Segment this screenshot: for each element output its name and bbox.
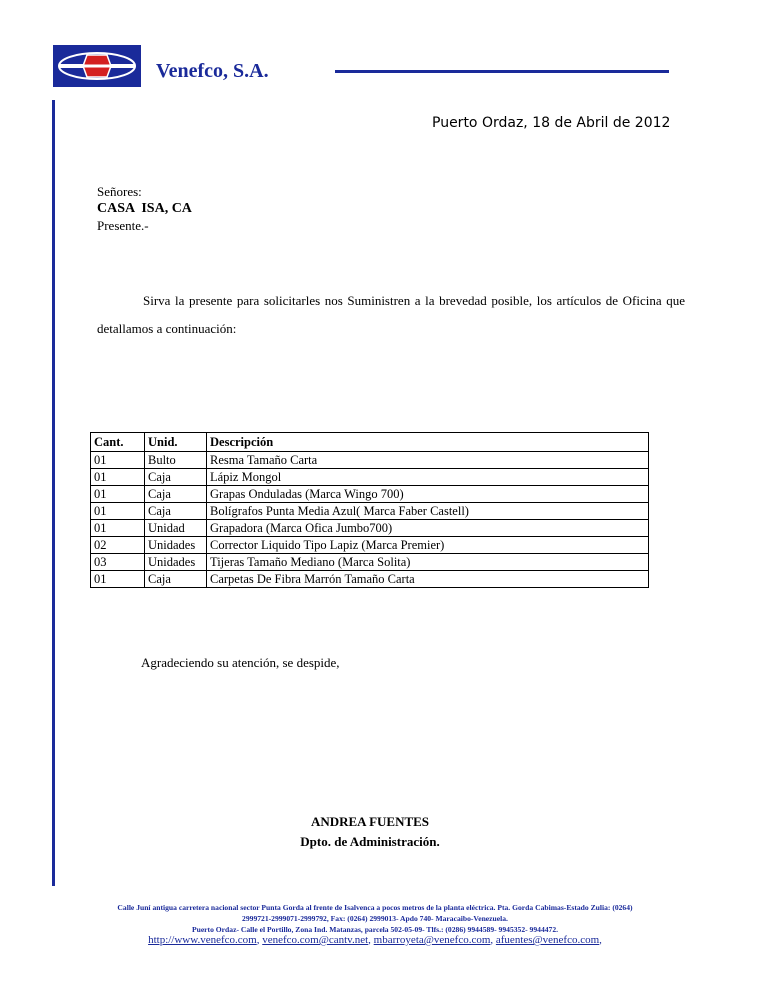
email-link-afuentes[interactable]: afuentes@venefco.com: [495, 934, 600, 946]
footer-line-2: 2999721-2999071-2999792, Fax: (0264) 2999013- Apdo 740- Maracaibo-Venezuela.: [242, 914, 508, 923]
table-row: [91, 571, 649, 588]
cell-cant: 01: [91, 452, 145, 469]
cell-descripcion: Corrector Liquido Tipo Lapiz (Marca Premier): [207, 537, 649, 554]
table-row: [91, 452, 649, 469]
table-row: [91, 537, 649, 554]
signatory-department: Dpto. de Administración.: [300, 834, 440, 849]
cell-cant: 03: [91, 554, 145, 571]
cell-unid: Caja: [145, 486, 207, 503]
header-divider: [335, 70, 669, 73]
cell-unid: Unidades: [145, 537, 207, 554]
recipient: CASA ISA, CA: [97, 201, 192, 216]
cell-cant: 01: [91, 520, 145, 537]
footer-line-3: Puerto Ordaz- Calle el Portillo, Zona Ind. Matanzas, parcela 502-05-09- Tlfs.: (0286) 9944589- 9945352- 9944472.: [191, 925, 559, 934]
table-row: [91, 554, 649, 571]
email-link-mbarroyeta[interactable]: mbarroyeta@venefco.com: [373, 934, 491, 946]
presente: Presente.-: [97, 218, 149, 233]
cell-unid: Caja: [145, 469, 207, 486]
venefco-logo-icon: [53, 45, 141, 87]
header-unid: Unid.: [145, 433, 207, 452]
footer-line-1: Calle Juní antigua carretera nacional sector Punta Gorda al frente de Isalvenca a pocos metros de la planta eléctrica. Pta. Gorda Cabimas-Estado Zulia: (0264): [117, 903, 633, 912]
letter-body: Sirva la presente para solicitarles nos Suministren a la brevedad posible, los artículos de Oficina que detallamos a continuación:: [97, 293, 685, 336]
table-row: [91, 503, 649, 520]
cell-unid: Caja: [145, 571, 207, 588]
header-descripcion: Descripción: [207, 433, 649, 452]
cell-unid: Unidad: [145, 520, 207, 537]
cell-unid: Caja: [145, 503, 207, 520]
company-name: Venefco, S.A.: [156, 60, 269, 82]
signature-block: [200, 812, 540, 852]
cell-descripcion: Carpetas De Fibra Marrón Tamaño Carta: [207, 571, 649, 588]
table-header-row: [91, 433, 649, 452]
cell-descripcion: Tijeras Tamaño Mediano (Marca Solita): [207, 554, 649, 571]
website-link[interactable]: http://www.venefco.com: [148, 934, 257, 946]
table-row: [91, 520, 649, 537]
cell-descripcion: Resma Tamaño Carta: [207, 452, 649, 469]
letter-date: Puerto Ordaz, 18 de Abril de 2012: [432, 115, 671, 131]
cell-cant: 01: [91, 503, 145, 520]
cell-unid: Bulto: [145, 452, 207, 469]
cell-descripcion: Lápiz Mongol: [207, 469, 649, 486]
items-table: [90, 432, 649, 588]
cell-descripcion: Bolígrafos Punta Media Azul( Marca Faber Castell): [207, 503, 649, 520]
cell-descripcion: Grapadora (Marca Ofica Jumbo700): [207, 520, 649, 537]
cell-descripcion: Grapas Onduladas (Marca Wingo 700): [207, 486, 649, 503]
closing-line: Agradeciendo su atención, se despide,: [141, 655, 340, 670]
table-row: [91, 469, 649, 486]
cell-cant: 02: [91, 537, 145, 554]
footer-address: [60, 902, 690, 935]
cell-cant: 01: [91, 571, 145, 588]
footer-links: http://www.venefco.com, venefco.com@cantv.net, mbarroyeta@venefco.com, afuentes@venefco.com,: [148, 934, 602, 946]
header-cant: Cant.: [91, 433, 145, 452]
cell-cant: 01: [91, 469, 145, 486]
cell-unid: Unidades: [145, 554, 207, 571]
table-row: [91, 486, 649, 503]
margin-rule: [52, 100, 55, 886]
signatory-name: ANDREA FUENTES: [310, 814, 430, 829]
cell-cant: 01: [91, 486, 145, 503]
salutation: Señores:: [97, 184, 142, 199]
email-link-general[interactable]: venefco.com@cantv.net: [262, 934, 369, 946]
salutation-block: [97, 183, 192, 234]
